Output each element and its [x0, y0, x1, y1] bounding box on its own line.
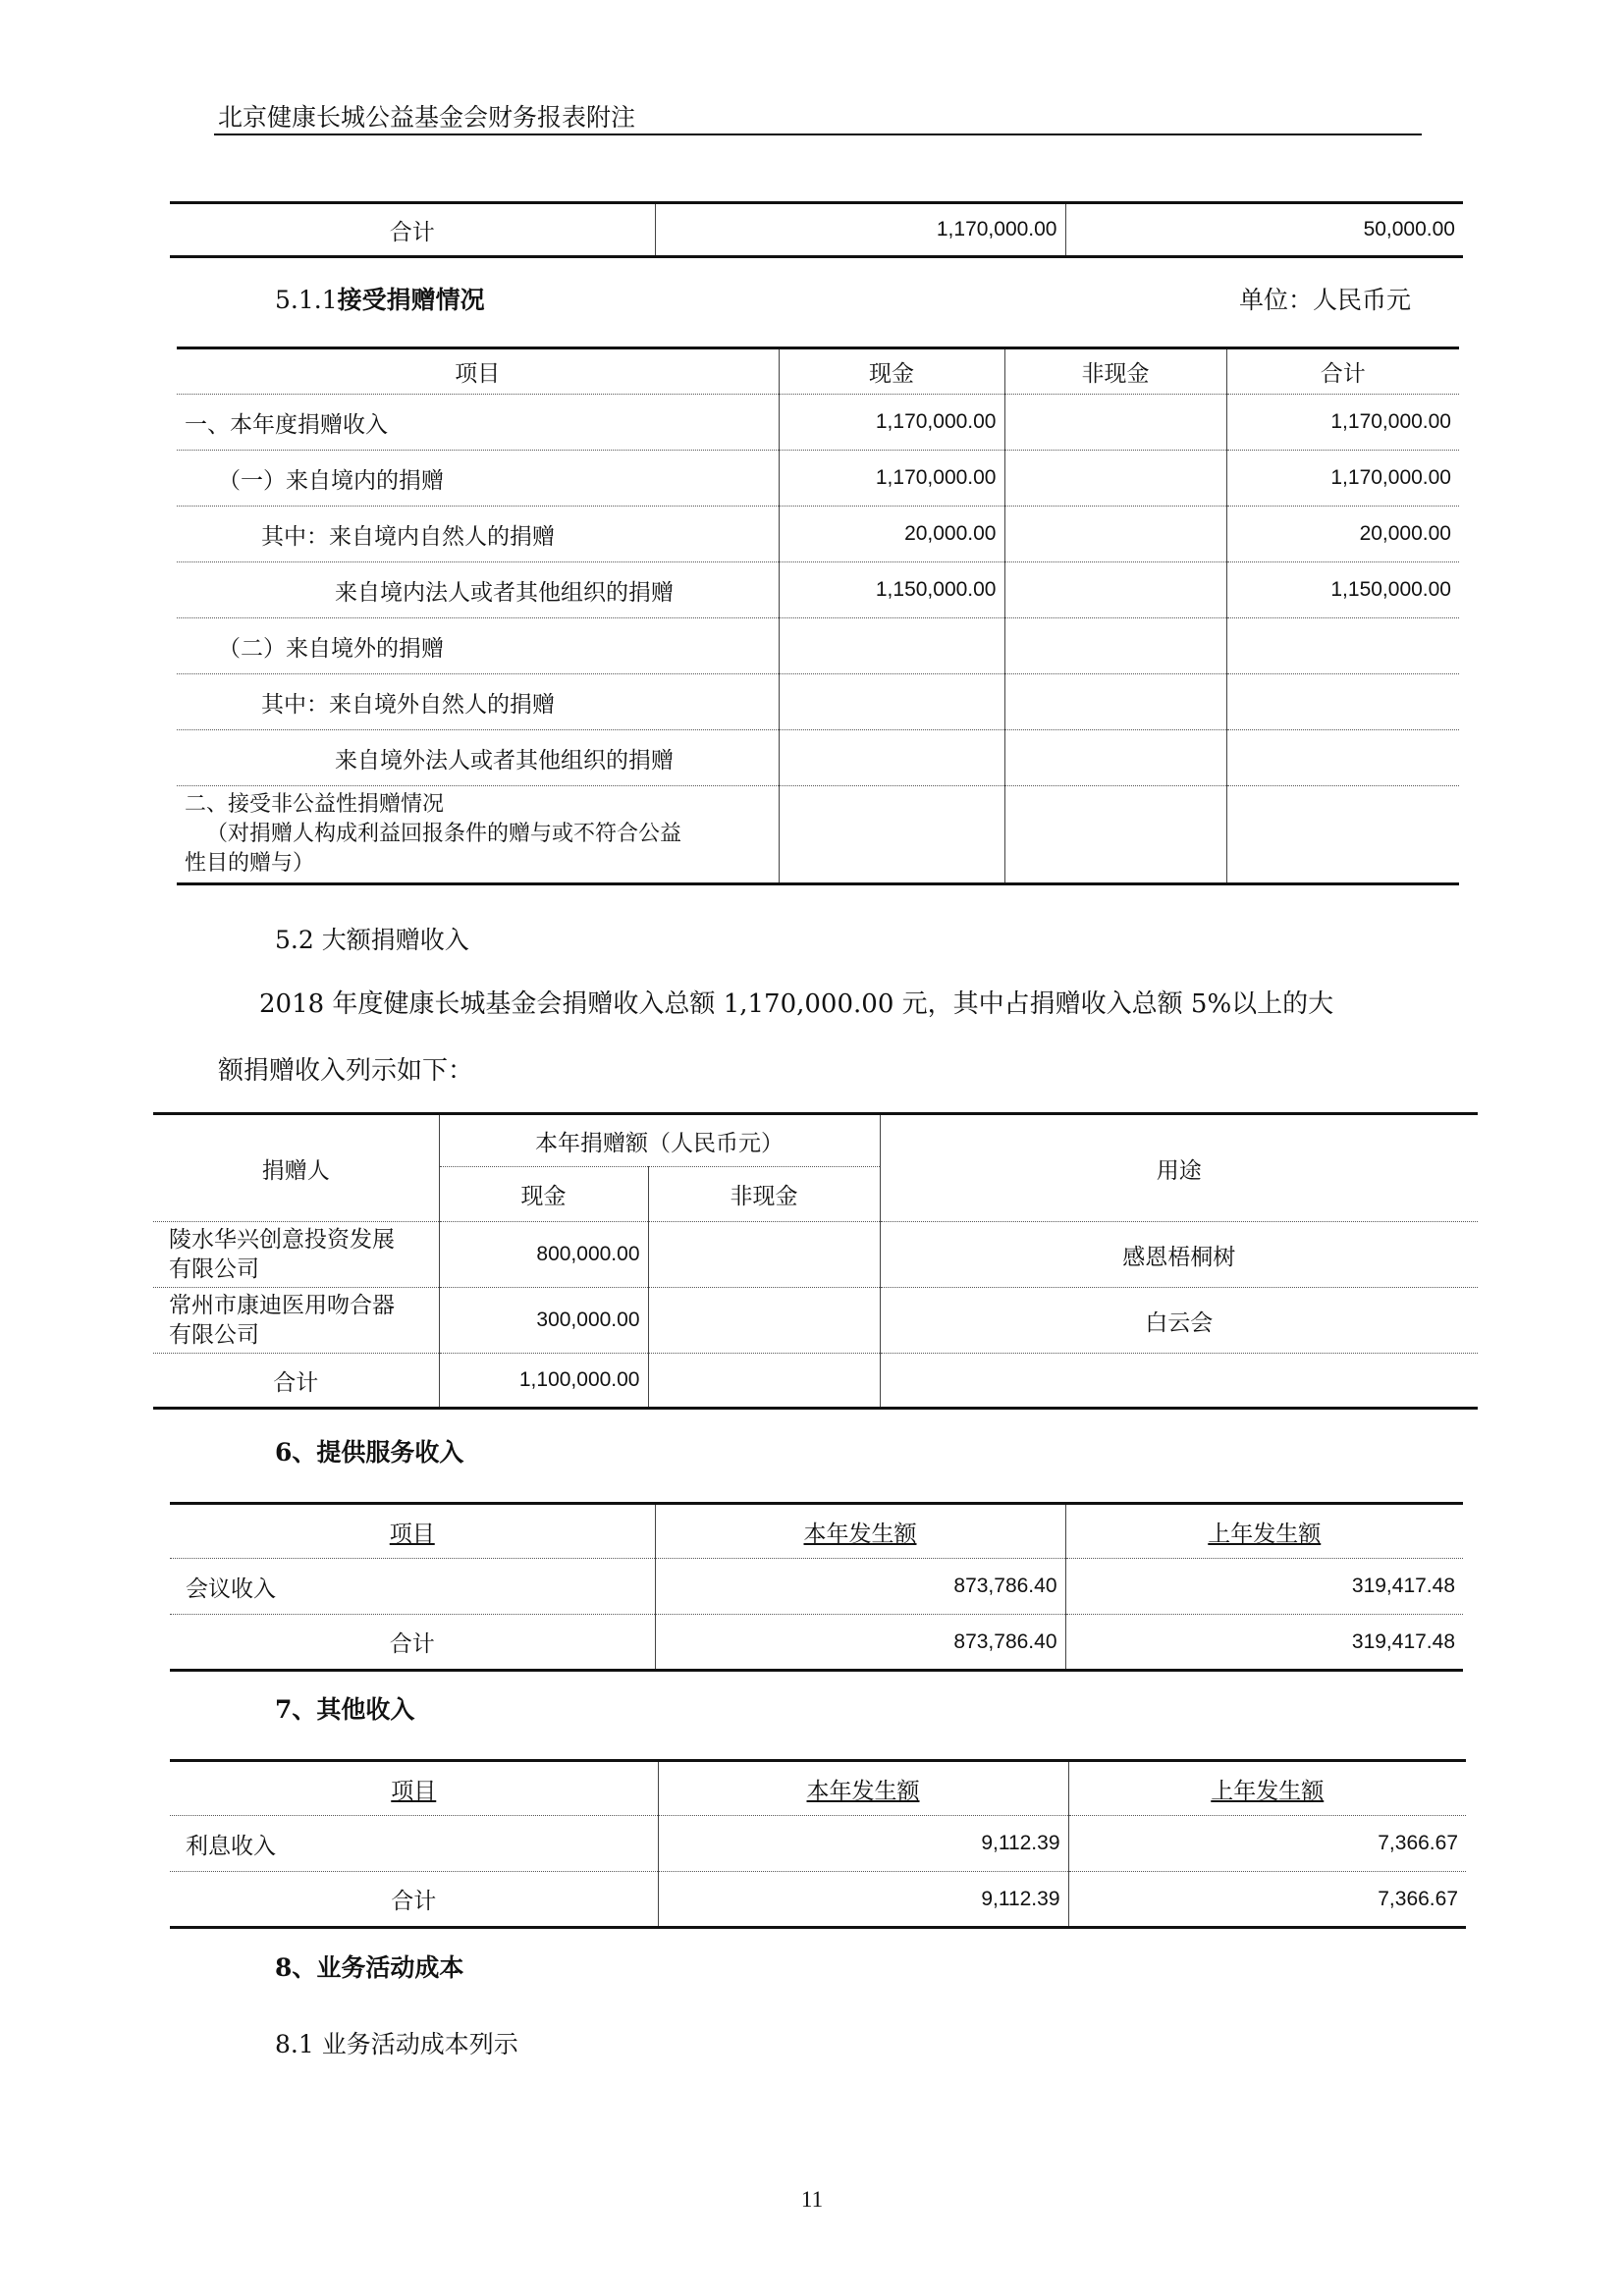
- donation-total-purpose: [880, 1354, 1478, 1409]
- col-header-item: 项目: [455, 361, 501, 387]
- row-previous: 7,366.67: [1068, 1816, 1466, 1872]
- table-row: [177, 451, 1459, 507]
- col-header-purpose: 用途: [880, 1114, 1478, 1222]
- row-cash: 1,170,000.00: [779, 451, 1004, 507]
- row-current: 873,786.40: [655, 1615, 1065, 1671]
- row-label: 其中：来自境内自然人的捐赠: [261, 523, 555, 550]
- donation-cash: 800,000.00: [439, 1222, 648, 1288]
- donor-name-line1: 陵水华兴创意投资发展: [169, 1227, 395, 1253]
- row-total: [1226, 730, 1459, 786]
- row-total: [1226, 786, 1459, 884]
- row-label: 来自境外法人或者其他组织的捐赠: [335, 747, 674, 774]
- row-total: 1,170,000.00: [1226, 395, 1459, 451]
- row-label: （一）来自境内的捐赠: [218, 467, 444, 494]
- row-noncash: [1004, 507, 1226, 562]
- col-header-total: 合计: [1226, 348, 1459, 395]
- row-label: 利息收入: [186, 1833, 276, 1859]
- service-income-table: [170, 1502, 1463, 1672]
- row-previous: 319,417.48: [1065, 1559, 1463, 1615]
- col-header-item: 项目: [391, 1778, 437, 1804]
- row-label: （二）来自境外的捐赠: [218, 635, 444, 662]
- col-header-previous: 上年发生额: [1068, 1761, 1466, 1816]
- col-header-current: 本年发生额: [658, 1761, 1068, 1816]
- report-header-title: 北京健康长城公益基金会财务报表附注: [218, 105, 636, 132]
- row-cash: [779, 618, 1004, 674]
- page-number: 11: [800, 2187, 824, 2212]
- table-row: [177, 395, 1459, 451]
- donation-noncash: [648, 1288, 880, 1354]
- donor-name-line2: 有限公司: [169, 1322, 259, 1348]
- col-header-cash: 现金: [779, 348, 1004, 395]
- row-label: 一、本年度捐赠收入: [185, 411, 388, 438]
- donor-name: [153, 1222, 439, 1288]
- donor-name-line1: 常州市康迪医用吻合器: [169, 1293, 395, 1318]
- table-row: [170, 1615, 1463, 1671]
- table-header-row: [177, 348, 1459, 395]
- row-noncash: [1004, 395, 1226, 451]
- row-total: 20,000.00: [1226, 507, 1459, 562]
- col-header-item: 项目: [389, 1521, 435, 1547]
- row-cash: 20,000.00: [779, 507, 1004, 562]
- section-5-1-1-number: 5.1.1: [275, 286, 338, 314]
- donation-table: [177, 347, 1459, 885]
- row-noncash: [1004, 451, 1226, 507]
- row-total: [1226, 618, 1459, 674]
- table-row: [177, 618, 1459, 674]
- row-total: [1226, 674, 1459, 730]
- table-row: [177, 786, 1459, 884]
- row-current: 9,112.39: [658, 1872, 1068, 1928]
- section-5-1-1-heading: [275, 281, 485, 316]
- row-total: 1,150,000.00: [1226, 562, 1459, 618]
- row-total: 1,170,000.00: [1226, 451, 1459, 507]
- col-header-cash: 现金: [439, 1167, 648, 1222]
- section-5-2-paragraph-line1: 2018 年度健康长城基金会捐赠收入总额 1,170,000.00 元，其中占捐赠收入总额 5%以上的大: [259, 989, 1334, 1019]
- section-8-heading: 8、业务活动成本: [275, 1953, 464, 1982]
- row-cash: 1,170,000.00: [779, 395, 1004, 451]
- section-5-1-1-title: 接受捐赠情况: [337, 286, 485, 314]
- donor-name-line2: 有限公司: [169, 1256, 259, 1282]
- donation-total-label: 合计: [273, 1369, 319, 1396]
- table-header-row: [170, 1761, 1466, 1816]
- top-total-previous: 50,000.00: [1065, 203, 1463, 257]
- table-row: [177, 730, 1459, 786]
- col-header-previous: 上年发生额: [1065, 1504, 1463, 1559]
- section-6-heading: 6、提供服务收入: [275, 1438, 464, 1467]
- row-label-line2: （对捐赠人构成利益回报条件的赠与或不符合公益: [206, 822, 682, 846]
- table-row: [153, 1354, 1478, 1409]
- donation-total-cash: 1,100,000.00: [439, 1354, 648, 1409]
- donation-cash: 300,000.00: [439, 1288, 648, 1354]
- table-row: [153, 1222, 1478, 1288]
- col-header-noncash: 非现金: [648, 1167, 880, 1222]
- row-cash: 1,150,000.00: [779, 562, 1004, 618]
- donation-noncash: [648, 1222, 880, 1288]
- top-total-label: 合计: [389, 219, 435, 245]
- row-label: 来自境内法人或者其他组织的捐赠: [335, 579, 674, 606]
- row-current: 9,112.39: [658, 1816, 1068, 1872]
- row-label: 会议收入: [186, 1575, 276, 1602]
- row-noncash: [1004, 674, 1226, 730]
- table-row: [177, 507, 1459, 562]
- row-noncash: [1004, 562, 1226, 618]
- other-income-table: [170, 1759, 1466, 1929]
- row-label-line1: 二、接受非公益性捐赠情况: [185, 792, 445, 817]
- top-total-current: 1,170,000.00: [655, 203, 1065, 257]
- row-noncash: [1004, 786, 1226, 884]
- row-cash: [779, 786, 1004, 884]
- row-cash: [779, 674, 1004, 730]
- unit-label: 单位：人民币元: [1239, 286, 1412, 314]
- row-current: 873,786.40: [655, 1559, 1065, 1615]
- section-5-2-paragraph-line2: 额捐赠收入列示如下：: [218, 1056, 474, 1086]
- row-previous: 319,417.48: [1065, 1615, 1463, 1671]
- row-label: 合计: [391, 1889, 437, 1914]
- row-cash: [779, 730, 1004, 786]
- table-row: [170, 1816, 1466, 1872]
- donation-purpose: 白云会: [880, 1288, 1478, 1354]
- donor-name: [153, 1288, 439, 1354]
- header-rule: [214, 133, 1422, 135]
- row-noncash: [1004, 730, 1226, 786]
- table-header-row: [153, 1114, 1478, 1167]
- table-row: [153, 1288, 1478, 1354]
- table-row: [177, 562, 1459, 618]
- col-header-amount: 本年捐赠额（人民币元）: [439, 1114, 880, 1167]
- donation-total-noncash: [648, 1354, 880, 1409]
- top-total-table: [170, 201, 1463, 258]
- table-row: [177, 674, 1459, 730]
- row-noncash: [1004, 618, 1226, 674]
- col-header-current: 本年发生额: [655, 1504, 1065, 1559]
- table-row: [170, 1872, 1466, 1928]
- table-header-row: [170, 1504, 1463, 1559]
- section-5-2-heading: 5.2 大额捐赠收入: [275, 926, 469, 954]
- row-label-line3: 性目的赠与）: [185, 851, 315, 876]
- table-row: [170, 1559, 1463, 1615]
- large-donation-table: [153, 1112, 1478, 1410]
- row-label: 其中：来自境外自然人的捐赠: [261, 691, 555, 718]
- section-7-heading: 7、其他收入: [275, 1695, 415, 1724]
- col-header-noncash: 非现金: [1004, 348, 1226, 395]
- table-row: [170, 203, 1463, 257]
- section-8-1-heading: 8.1 业务活动成本列示: [275, 2030, 518, 2058]
- col-header-donor: 捐赠人: [153, 1114, 439, 1222]
- donation-purpose: 感恩梧桐树: [880, 1222, 1478, 1288]
- row-label: 合计: [389, 1631, 435, 1657]
- row-previous: 7,366.67: [1068, 1872, 1466, 1928]
- row-label-multiline: [177, 786, 779, 884]
